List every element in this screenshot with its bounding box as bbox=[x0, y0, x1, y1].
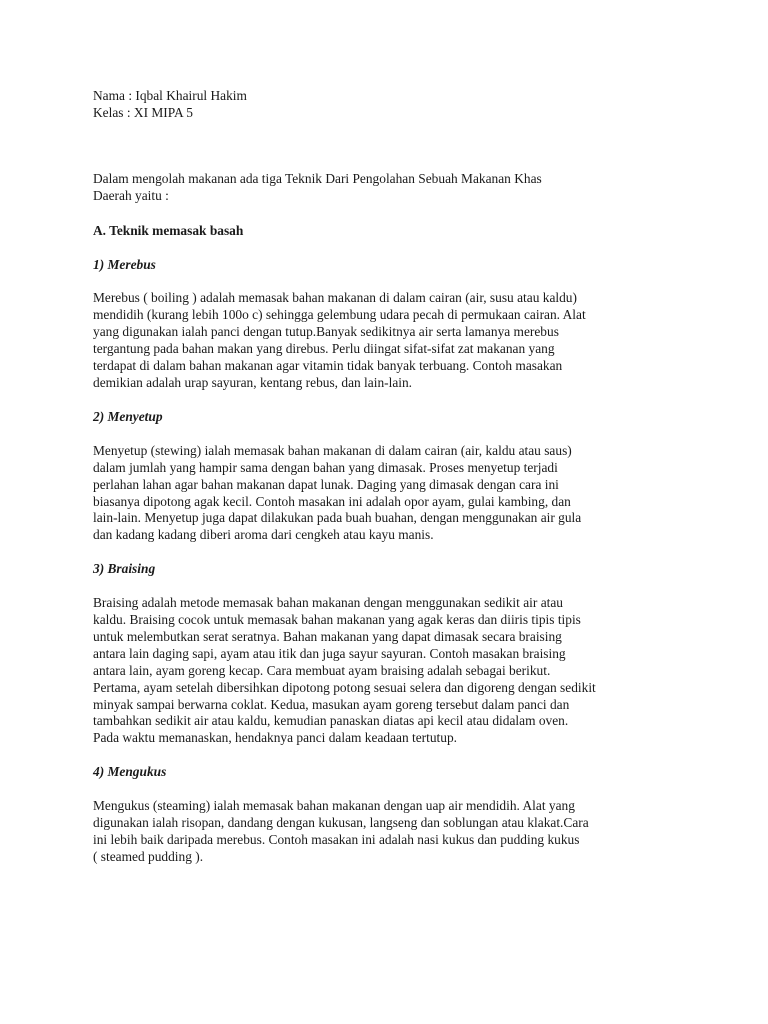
paragraph-merebus bbox=[93, 290, 693, 391]
paragraph-line: Merebus ( boiling ) adalah memasak bahan makanan di dalam cairan (air, susu atau kaldu) bbox=[93, 290, 577, 306]
paragraph-line: biasanya dipotong agak kecil. Contoh masakan ini adalah opor ayam, gulai kambing, dan bbox=[93, 493, 571, 509]
paragraph-line: antara lain, ayam goreng kecap. Cara membuat ayam braising adalah sebagai berikut. bbox=[93, 662, 551, 678]
student-name: Nama : Iqbal Khairul Hakim bbox=[93, 88, 247, 103]
paragraph-line: untuk melembutkan serat seratnya. Bahan makanan yang dapat dimasak secara braising bbox=[93, 628, 562, 644]
student-class: Kelas : XI MIPA 5 bbox=[93, 104, 193, 120]
subheading-braising: 3) Braising bbox=[93, 561, 156, 577]
intro-paragraph bbox=[93, 171, 693, 205]
paragraph-line: tambahkan sedikit air atau kaldu, kemudian panaskan diatas api kecil atau didalam oven. bbox=[93, 713, 569, 729]
paragraph-line: digunakan ialah risopan, dandang dengan kukusan, langseng dan soblungan atau klakat.Cara bbox=[93, 815, 589, 831]
paragraph-line: perlahan lahan agar bahan makanan dapat lunak. Daging yang dimasak dengan cara ini bbox=[93, 476, 559, 492]
paragraph-line: minyak sampai berwarna coklat. Kedua, masukan ayam goreng tersebut dalam panci dan bbox=[93, 696, 570, 712]
paragraph-line: yang digunakan ialah panci dengan tutup.Banyak sedikitnya air serta lamanya merebus bbox=[93, 324, 559, 340]
section-heading-a: A. Teknik memasak basah bbox=[93, 222, 244, 238]
subheading-merebus: 1) Merebus bbox=[93, 256, 156, 272]
paragraph-line: lain-lain. Menyetup juga dapat dilakukan pada buah buahan, dengan menggunakan air gula bbox=[93, 510, 582, 526]
paragraph-line: ( steamed pudding ). bbox=[93, 848, 204, 864]
paragraph-line: dalam jumlah yang hampir sama dengan bahan yang dimasak. Proses menyetup terjadi bbox=[93, 459, 558, 475]
subheading-mengukus: 4) Mengukus bbox=[93, 764, 167, 780]
intro-line: Daerah yaitu : bbox=[93, 187, 169, 203]
paragraph-line: Pertama, ayam setelah dibersihkan dipotong potong sesuai selera dan digoreng dengan sedikit bbox=[93, 679, 596, 695]
paragraph-line: kaldu. Braising cocok untuk memasak bahan makanan yang agak keras dan diiris tipis tipis bbox=[93, 612, 581, 628]
intro-line: Dalam mengolah makanan ada tiga Teknik Dari Pengolahan Sebuah Makanan Khas bbox=[93, 170, 542, 186]
paragraph-line: Pada waktu memanaskan, hendaknya panci dalam keadaan tertutup. bbox=[93, 730, 458, 746]
paragraph-line: Braising adalah metode memasak bahan makanan dengan menggunakan sedikit air atau bbox=[93, 595, 563, 611]
document-content bbox=[93, 88, 693, 866]
paragraph-line: Mengukus (steaming) ialah memasak bahan makanan dengan uap air mendidih. Alat yang bbox=[93, 798, 575, 814]
paragraph-line: antara lain daging sapi, ayam atau itik dan juga sayur sayuran. Contoh masakan braising bbox=[93, 645, 566, 661]
paragraph-braising bbox=[93, 595, 693, 747]
paragraph-line: dan kadang kadang diberi aroma dari cengkeh atau kayu manis. bbox=[93, 527, 434, 543]
paragraph-line: ini lebih baik daripada merebus. Contoh masakan ini adalah nasi kukus dan pudding kukus bbox=[93, 832, 580, 847]
subheading-menyetup: 2) Menyetup bbox=[93, 408, 163, 424]
paragraph-line: Menyetup (stewing) ialah memasak bahan makanan di dalam cairan (air, kaldu atau saus) bbox=[93, 442, 572, 458]
paragraph-line: mendidih (kurang lebih 100o c) sehingga gelembung udara pecah di permukaan cairan. Alat bbox=[93, 307, 586, 323]
paragraph-line: demikian adalah urap sayuran, kentang rebus, dan lain-lain. bbox=[93, 374, 413, 390]
paragraph-menyetup bbox=[93, 443, 693, 544]
paragraph-mengukus bbox=[93, 798, 693, 866]
paragraph-line: terdapat di dalam bahan makanan agar vitamin tidak banyak terbuang. Contoh masakan bbox=[93, 358, 563, 374]
paragraph-line: tergantung pada bahan makan yang direbus. Perlu diingat sifat-sifat zat makanan yang bbox=[93, 341, 555, 357]
student-header bbox=[93, 88, 693, 122]
